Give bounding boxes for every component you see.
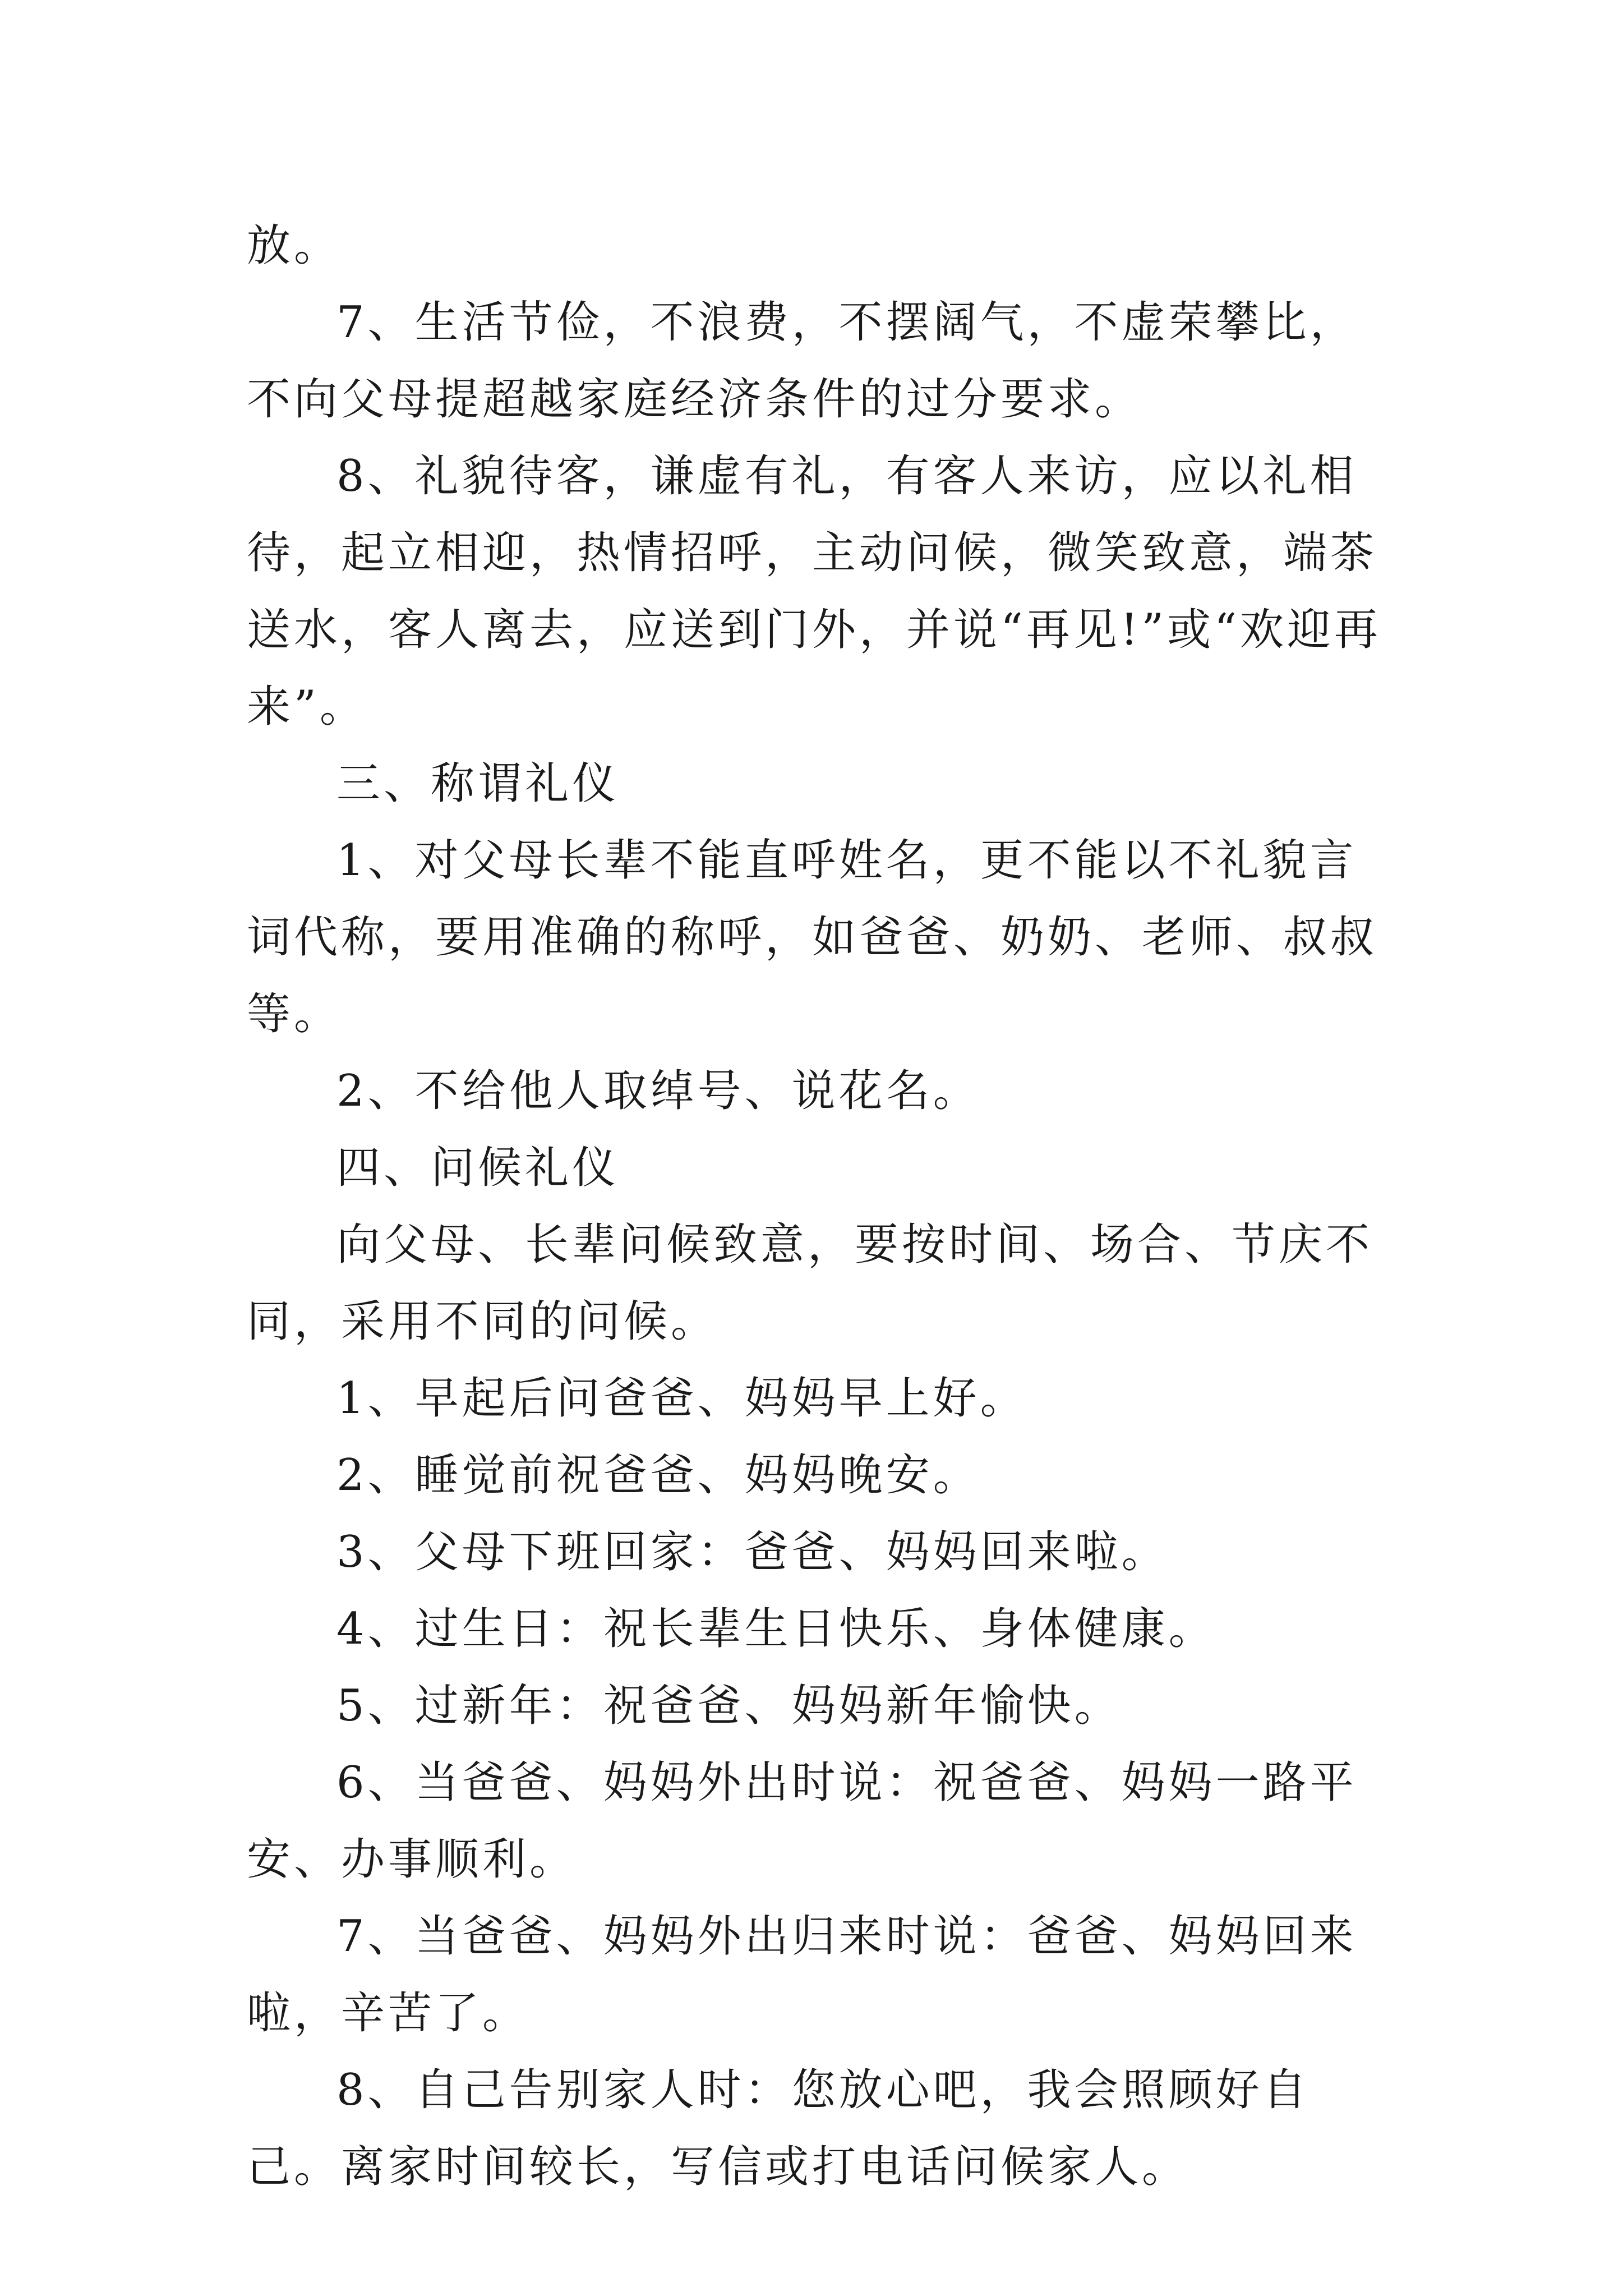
section-heading: 三、称谓礼仪 [336, 758, 620, 809]
paragraph: 7、当爸爸、妈妈外出归来时说：爸爸、妈妈回来啦，辛苦了。 [247, 1911, 1357, 2039]
paragraph: 1、对父母长辈不能直呼姓名，更不能以不礼貌言词代称，要用准确的称呼，如爸爸、奶奶、老师、叔叔等。 [247, 835, 1378, 1039]
paragraph: 7、生活节俭，不浪费，不摆阔气，不虚荣攀比，不向父母提超越家庭经济条件的过分要求。 [247, 297, 1357, 425]
paragraph: 5、过新年：祝爸爸、妈妈新年愉快。 [336, 1681, 1122, 1731]
paragraph: 3、父母下班回家：爸爸、妈妈回来啦。 [336, 1527, 1169, 1577]
paragraph: 放。 [247, 220, 342, 271]
section-heading: 四、问候礼仪 [336, 1143, 620, 1193]
paragraph: 向父母、长辈问候致意，要按时间、场合、节庆不同，采用不同的问候。 [247, 1220, 1373, 1347]
paragraph: 2、睡觉前祝爸爸、妈妈晚安。 [336, 1450, 980, 1501]
paragraph: 1、早起后问爸爸、妈妈早上好。 [336, 1373, 1027, 1424]
paragraph: 8、礼貌待客，谦虚有礼，有客人来访，应以礼相待，起立相迎，热情招呼，主动问候，微笑致意，端茶送水，客人离去，应送到门外，并说“再见!”或“欢迎再来”。 [247, 451, 1381, 732]
paragraph: 4、过生日：祝长辈生日快乐、身体健康。 [336, 1604, 1216, 1654]
paragraph: 2、不给他人取绰号、说花名。 [336, 1066, 980, 1116]
document-body [247, 208, 1402, 2206]
paragraph: 6、当爸爸、妈妈外出时说：祝爸爸、妈妈一路平安、办事顺利。 [247, 1757, 1357, 1885]
paragraph: 8、自己告别家人时：您放心吧，我会照顾好自己。离家时间较长，写信或打电话问候家人。 [247, 2065, 1310, 2192]
